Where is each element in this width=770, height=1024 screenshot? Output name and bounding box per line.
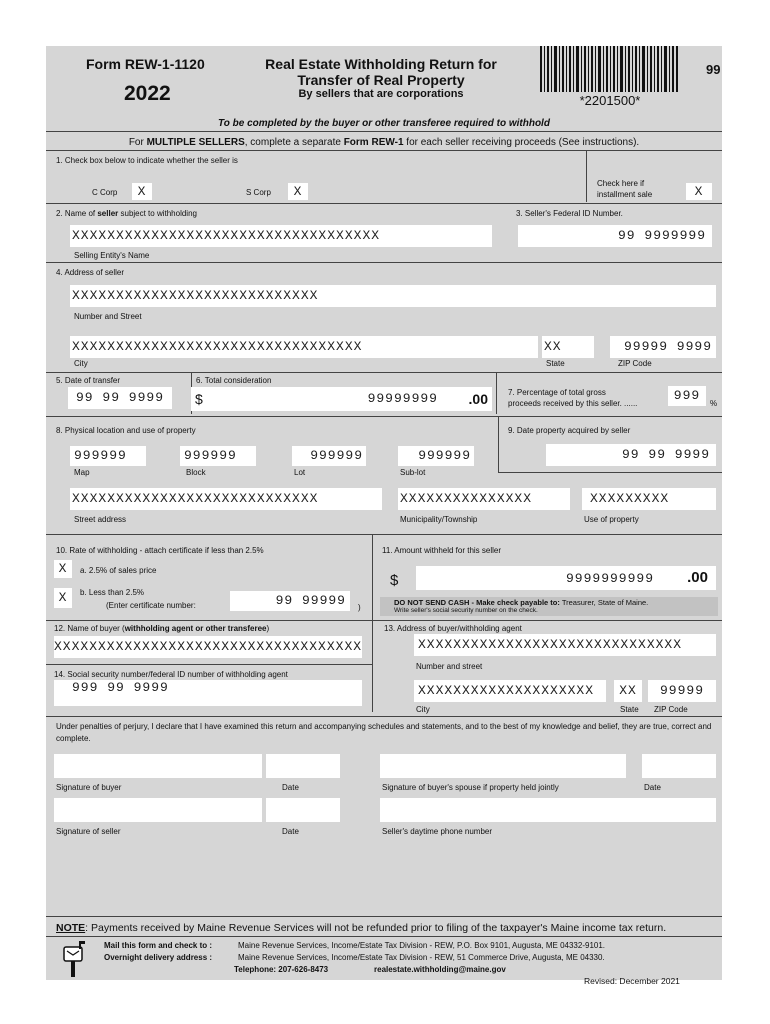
form-page [46, 46, 722, 980]
currency-sign: $ [195, 391, 203, 407]
seller-name-input[interactable]: XXXXXXXXXXXXXXXXXXXXXXXXXXXXXXXXXXX [70, 225, 492, 247]
mailbox-icon [62, 941, 86, 977]
buyer-zip-input[interactable]: 99999 [648, 680, 716, 702]
mail-address: Maine Revenue Services, Income/Estate Tax Division - REW, P.O. Box 9101, Augusta, ME 04332-9101. [238, 941, 606, 950]
no-cash-note: DO NOT SEND CASH - Make check payable to: Treasurer, State of Maine. Write seller's social security number on the check. [380, 597, 718, 616]
form-subtitle: By sellers that are corporations [298, 88, 464, 100]
ccorp-label: C Corp [92, 188, 118, 197]
buyer-zip-label: ZIP Code [654, 705, 688, 714]
amount-currency: $ [390, 572, 399, 589]
municipality-label: Municipality/Township [400, 515, 478, 524]
s1-label: 1. Check box below to indicate whether the seller is [56, 156, 238, 165]
rate-b-label-1: b. Less than 2.5% [80, 588, 145, 597]
revised-date: Revised: December 2021 [584, 976, 680, 986]
property-street-label: Street address [74, 515, 127, 524]
total-consideration-field[interactable] [191, 387, 492, 411]
spouse-date-label: Date [644, 783, 661, 792]
buyer-street-label: Number and street [416, 662, 483, 671]
mail-label: Mail this form and check to : [104, 941, 213, 950]
scorp-checkbox[interactable]: X [288, 183, 308, 200]
instruction-line: To be completed by the buyer or other transferee required to withhold [218, 118, 550, 129]
seller-federal-id-input[interactable]: 99 9999999 [518, 225, 712, 247]
spouse-signature-label: Signature of buyer's spouse if property held jointly [382, 783, 559, 792]
total-consideration-value: 99999999 [367, 391, 438, 406]
installment-label-2: installment sale [597, 190, 653, 199]
seller-date-label: Date [282, 827, 299, 836]
spouse-signature-field[interactable] [380, 754, 626, 778]
s14-label: 14. Social security number/federal ID number of withholding agent [54, 670, 288, 679]
installment-checkbox[interactable]: X [686, 183, 712, 200]
ccorp-checkbox[interactable]: X [132, 183, 152, 200]
lot-input[interactable]: 999999 [292, 446, 366, 466]
buyer-name-input[interactable]: XXXXXXXXXXXXXXXXXXXXXXXXXXXXXXXXXXX [54, 636, 362, 658]
buyer-date-label: Date [282, 783, 299, 792]
s4-label: 4. Address of seller [56, 268, 125, 277]
installment-label-1: Check here if [597, 179, 645, 188]
scorp-label: S Corp [246, 188, 271, 197]
s3-label: 3. Seller's Federal ID Number. [516, 209, 623, 218]
seller-street-label: Number and Street [74, 312, 142, 321]
percentage-input[interactable]: 999 [668, 386, 706, 406]
buyer-date-field[interactable] [266, 754, 340, 778]
property-use-label: Use of property [584, 515, 639, 524]
map-label: Map [74, 468, 90, 477]
form-id: Form REW-1-1120 [86, 56, 205, 72]
title-line2: Transfer of Real Property [297, 72, 465, 88]
seller-city-label: City [74, 359, 88, 368]
form-year: 2022 [124, 82, 171, 105]
seller-phone-label: Seller's daytime phone number [382, 827, 493, 836]
block-input[interactable]: 999999 [180, 446, 256, 466]
barcode-number: *2201500* [579, 93, 641, 108]
overnight-address: Maine Revenue Services, Income/Estate Tax Division - REW, 51 Commerce Drive, Augusta, ME 04330. [238, 953, 605, 962]
refund-note: NOTE: Payments received by Maine Revenue Services will not be refunded prior to filing of the taxpayer's Maine income tax return. [56, 922, 667, 934]
rate-b-checkbox[interactable]: X [54, 588, 72, 608]
telephone: Telephone: 207-626-8473 [234, 965, 329, 974]
s13-label: 13. Address of buyer/withholding agent [384, 624, 522, 633]
seller-name-sublabel: Selling Entity's Name [74, 251, 150, 260]
s2-label: 2. Name of seller subject to withholding [56, 209, 197, 218]
rate-a-label: a. 2.5% of sales price [80, 566, 157, 575]
amount-withheld-cents: .00 [687, 569, 708, 586]
block-label: Block [186, 468, 206, 477]
date-of-transfer-input[interactable]: 99 99 9999 [68, 387, 172, 409]
seller-signature-label: Signature of seller [56, 827, 121, 836]
certificate-close-paren: ) [358, 603, 361, 612]
buyer-state-label: State [620, 705, 639, 714]
s8-label: 8. Physical location and use of property [56, 426, 196, 435]
lot-label: Lot [294, 468, 306, 477]
barcode [540, 46, 680, 92]
total-consideration-cents: .00 [468, 391, 488, 407]
seller-phone-field[interactable] [380, 798, 716, 822]
municipality-input[interactable]: XXXXXXXXXXXXXXX [398, 488, 570, 510]
s7-label-1: 7. Percentage of total gross [508, 388, 606, 397]
s5-label: 5. Date of transfer [56, 376, 121, 385]
s12-label: 12. Name of buyer (withholding agent or other transferee) [54, 624, 270, 633]
seller-zip-label: ZIP Code [618, 359, 652, 368]
spouse-date-field[interactable] [642, 754, 716, 778]
percent-sign: % [710, 399, 718, 408]
sublot-label: Sub-lot [400, 468, 426, 477]
amount-withheld-field[interactable] [416, 566, 716, 590]
buyer-street-input[interactable]: XXXXXXXXXXXXXXXXXXXXXXXXXXXXXX [414, 634, 716, 656]
email[interactable]: realestate.withholding@maine.gov [374, 965, 506, 974]
sublot-input[interactable]: 999999 [398, 446, 474, 466]
rate-a-checkbox[interactable]: X [54, 560, 72, 578]
s7-label-2: proceeds received by this seller. ...... [508, 399, 638, 408]
buyer-city-input[interactable]: XXXXXXXXXXXXXXXXXXXX [414, 680, 606, 702]
date-acquired-input[interactable]: 99 99 9999 [546, 444, 716, 466]
map-input[interactable]: 999999 [70, 446, 146, 466]
seller-date-field[interactable] [266, 798, 340, 822]
seller-city-input[interactable]: XXXXXXXXXXXXXXXXXXXXXXXXXXXXXXXXX [70, 336, 538, 358]
s10-label: 10. Rate of withholding - attach certificate if less than 2.5% [56, 546, 264, 555]
s11-label: 11. Amount withheld for this seller [382, 546, 502, 555]
seller-state-input[interactable]: XX [542, 336, 594, 358]
seller-signature-field[interactable] [54, 798, 262, 822]
perjury-declaration: Under penalties of perjury, I declare that I have examined this return and accompanying schedules and statements, and to the best of my knowledge and belief, they are true, correct and complete. [56, 722, 712, 743]
s9-label: 9. Date property acquired by seller [508, 426, 631, 435]
seller-zip-input[interactable]: 99999 9999 [610, 336, 716, 358]
buyer-state-input[interactable]: XX [614, 680, 642, 702]
buyer-signature-field[interactable] [54, 754, 262, 778]
buyer-ssn-input[interactable]: 999 99 9999 [54, 680, 362, 706]
title-line1: Real Estate Withholding Return for [265, 56, 497, 72]
buyer-city-label: City [416, 705, 430, 714]
rate-b-label-2: (Enter certificate number: [106, 601, 196, 610]
buyer-signature-label: Signature of buyer [56, 783, 122, 792]
seller-state-label: State [546, 359, 565, 368]
overnight-label: Overnight delivery address : [104, 953, 213, 962]
seller-street-input[interactable]: XXXXXXXXXXXXXXXXXXXXXXXXXXXX [70, 285, 716, 307]
form-title [246, 56, 516, 100]
amount-withheld-value: 9999999999 [565, 571, 654, 586]
page-code: 99 [706, 62, 721, 77]
property-street-input[interactable]: XXXXXXXXXXXXXXXXXXXXXXXXXXXX [70, 488, 382, 510]
s6-label: 6. Total consideration [196, 376, 272, 385]
property-use-input[interactable]: XXXXXXXXX [582, 488, 716, 510]
multiple-sellers-note: For MULTIPLE SELLERS, complete a separate Form REW-1 for each seller receiving proceeds (See instructions). [128, 137, 640, 148]
certificate-number-input[interactable]: 99 99999 [230, 591, 350, 611]
